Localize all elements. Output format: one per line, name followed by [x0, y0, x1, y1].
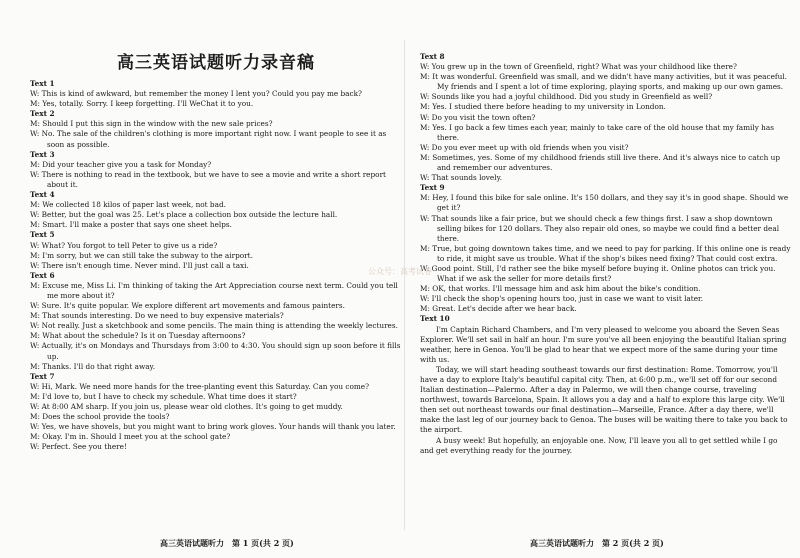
section-heading: Text 5 [30, 230, 55, 240]
dialogue-line: W: What? You forgot to tell Peter to give us a ride? [30, 240, 218, 250]
dialogue-line: W: There isn't enough time. Never mind. I'll just call a taxi. [30, 260, 249, 270]
dialogue-line: M: We collected 18 kilos of paper last week, not bad. [30, 200, 226, 210]
left-column-body [30, 79, 402, 452]
dialogue-line: M: Yes. I go back a few times each year, mainly to take care of the old house that my family has there. [420, 122, 774, 142]
dialogue-line: M: Did your teacher give you a task for Monday? [30, 159, 212, 169]
section-heading: Text 9 [420, 183, 445, 193]
right-column-body [420, 52, 792, 456]
dialogue-line: M: I'm sorry, but we can still take the subway to the airport. [30, 250, 253, 260]
dialogue-line: M: Does the school provide the tools? [30, 412, 170, 422]
dialogue-line: M: OK, that works. I'll message him and ask him about the bike's condition. [420, 284, 701, 294]
right-column [420, 0, 792, 456]
dialogue-line: W: There is nothing to read in the textbook, but we have to see a movie and write a short report about it. [30, 169, 386, 189]
dialogue-line: M: Smart. I'll make a poster that says one sheet helps. [30, 220, 232, 230]
dialogue-line: M: Yes, totally. Sorry. I keep forgetting. I'll WeChat it to you. [30, 99, 254, 109]
section-heading: Text 7 [30, 371, 55, 381]
dialogue-line: W: Actually, it's on Mondays and Thursdays from 3:00 to 4:30. You should sign up soon before it fills up. [30, 341, 401, 361]
dialogue-line: W: I'll check the shop's opening hours too, just in case we want to visit later. [420, 294, 704, 304]
dialogue-line: M: Hey, I found this bike for sale online. It's 150 dollars, and they say it's in good shape. Should we get it? [420, 193, 789, 213]
dialogue-line: W: Perfect. See you there! [30, 442, 127, 452]
dialogue-line: W: Hi, Mark. We need more hands for the tree-planting event this Saturday. Can you come? [30, 381, 369, 391]
dialogue-line: W: That sounds lovely. [420, 173, 503, 183]
dialogue-line: M: Thanks. I'll do that right away. [30, 361, 156, 371]
watermark: 公众号：高考试卷 [368, 267, 432, 276]
page-title: 高三英语试题听力录音稿 [117, 53, 315, 73]
dialogue-line: W: Not really. Just a sketchbook and some pencils. The main thing is attending the weekly lectures. [30, 321, 398, 331]
dialogue-line: W: Do you ever meet up with old friends when you visit? [420, 142, 629, 152]
dialogue-line: W: Good point. Still, I'd rather see the bike myself before buying it. Online photos can trick you. What if we ask the seller for more details first? [420, 263, 776, 284]
dialogue-line: W: Sounds like you had a joyful childhood. Did you study in Greenfield as well? [420, 92, 713, 102]
section-heading: Text 3 [30, 149, 55, 159]
dialogue-line: M: Sometimes, yes. Some of my childhood friends still live there. And it's always nice to catch up and remember our adventures. [420, 152, 781, 173]
right-column-top-spacer [420, 0, 792, 52]
monologue-paragraph: I'm Captain Richard Chambers, and I'm very pleased to welcome you aboard the Seven Seas Explorer. We'll set sail in half an hour. I'm sure you've all been enjoying the beautiful Italian spring weather, here in Genoa. You'll be glad to hear that we expect more of the same during your time with us. [420, 324, 787, 364]
dialogue-line: W: At 8:00 AM sharp. If you join us, please wear old clothes. It's going to get muddy. [30, 402, 343, 411]
monologue-paragraph: Today, we will start heading southeast towards our first destination: Rome. Tomorrow, you'll have a day to explore Italy's beautiful capital city. Then, at 6:00 p.m., we'll set off for our second Italian destination—Palermo. After a day in Palermo, we will then change course, traveling northwest, towards Barcelona, Spain. It allows you a day and a half to explore this large city. We'll then set out northeast towards our final destination—Marseille, France. After a day there, we'll make the last leg of our journey back to Genoa. The buses will be waiting there to take you back to the airport. [420, 364, 788, 435]
dialogue-line: W: That sounds like a fair price, but we should check a few things first. I saw a shop downtown selling bikes for 120 dollars. They also repair old ones, so maybe we could find a better deal there. [420, 213, 780, 243]
section-heading: Text 10 [420, 314, 450, 324]
dialogue-line: W: Do you visit the town often? [420, 112, 536, 122]
dialogue-line: W: Better, but the goal was 25. Let's place a collection box outside the lecture hall. [30, 210, 338, 220]
dialogue-line: M: Yes. I studied there before heading to my university in London. [420, 102, 666, 112]
dialogue-line: M: Excuse me, Miss Li. I'm thinking of taking the Art Appreciation course next term. Could you tell me more about it? [30, 280, 398, 300]
dialogue-line: W: No. The sale of the children's clothing is more important right now. I want people to see it as soon as possible. [30, 129, 387, 149]
section-heading: Text 1 [30, 79, 55, 88]
footer-page-2: 高三英语试题听力 第 2 页(共 2 页) [530, 538, 664, 548]
dialogue-line: M: It was wonderful. Greenfield was small, and we didn't have many activities, but it was peaceful. My friends and I spent a lot of time exploring, playing sports, and making up our own games. [420, 72, 787, 92]
left-column [30, 0, 402, 452]
dialogue-line: M: Okay. I'm in. Should I meet you at the school gate? [30, 432, 231, 442]
dialogue-line: W: This is kind of awkward, but remember the money I lent you? Could you pay me back? [30, 89, 362, 99]
dialogue-line: W: Sure. It's quite popular. We explore different art movements and famous painters. [30, 301, 345, 311]
dialogue-line: M: What about the schedule? Is it on Tuesday afternoons? [30, 331, 246, 341]
dialogue-line: M: I'd love to, but I have to check my schedule. What time does it start? [30, 391, 297, 401]
dialogue-line: W: Yes, we have shovels, but you might want to bring work gloves. Your hands will thank you later. [30, 422, 396, 432]
dialogue-line: W: You grew up in the town of Greenfield, right? What was your childhood like there? [420, 62, 737, 72]
dialogue-line: M: True, but going downtown takes time, and we need to pay for parking. If this online one is ready to ride, it might save us trouble. What if the shop's bikes need fixing? That could cost extra. [420, 243, 791, 263]
section-heading: Text 6 [30, 270, 55, 280]
section-heading: Text 4 [30, 190, 55, 200]
column-divider [404, 40, 405, 530]
section-heading: Text 8 [420, 52, 445, 61]
monologue-paragraph: A busy week! But hopefully, an enjoyable one. Now, I'll leave you all to get settled while I go and get everything ready for the journey. [420, 435, 778, 455]
dialogue-line: M: Great. Let's decide after we hear back. [420, 304, 577, 314]
footer-page-1: 高三英语试题听力 第 1 页(共 2 页) [160, 538, 294, 548]
dialogue-line: M: Should I put this sign in the window with the new sale prices? [30, 119, 273, 129]
section-heading: Text 2 [30, 109, 55, 119]
dialogue-line: M: That sounds interesting. Do we need to buy expensive materials? [30, 311, 284, 321]
